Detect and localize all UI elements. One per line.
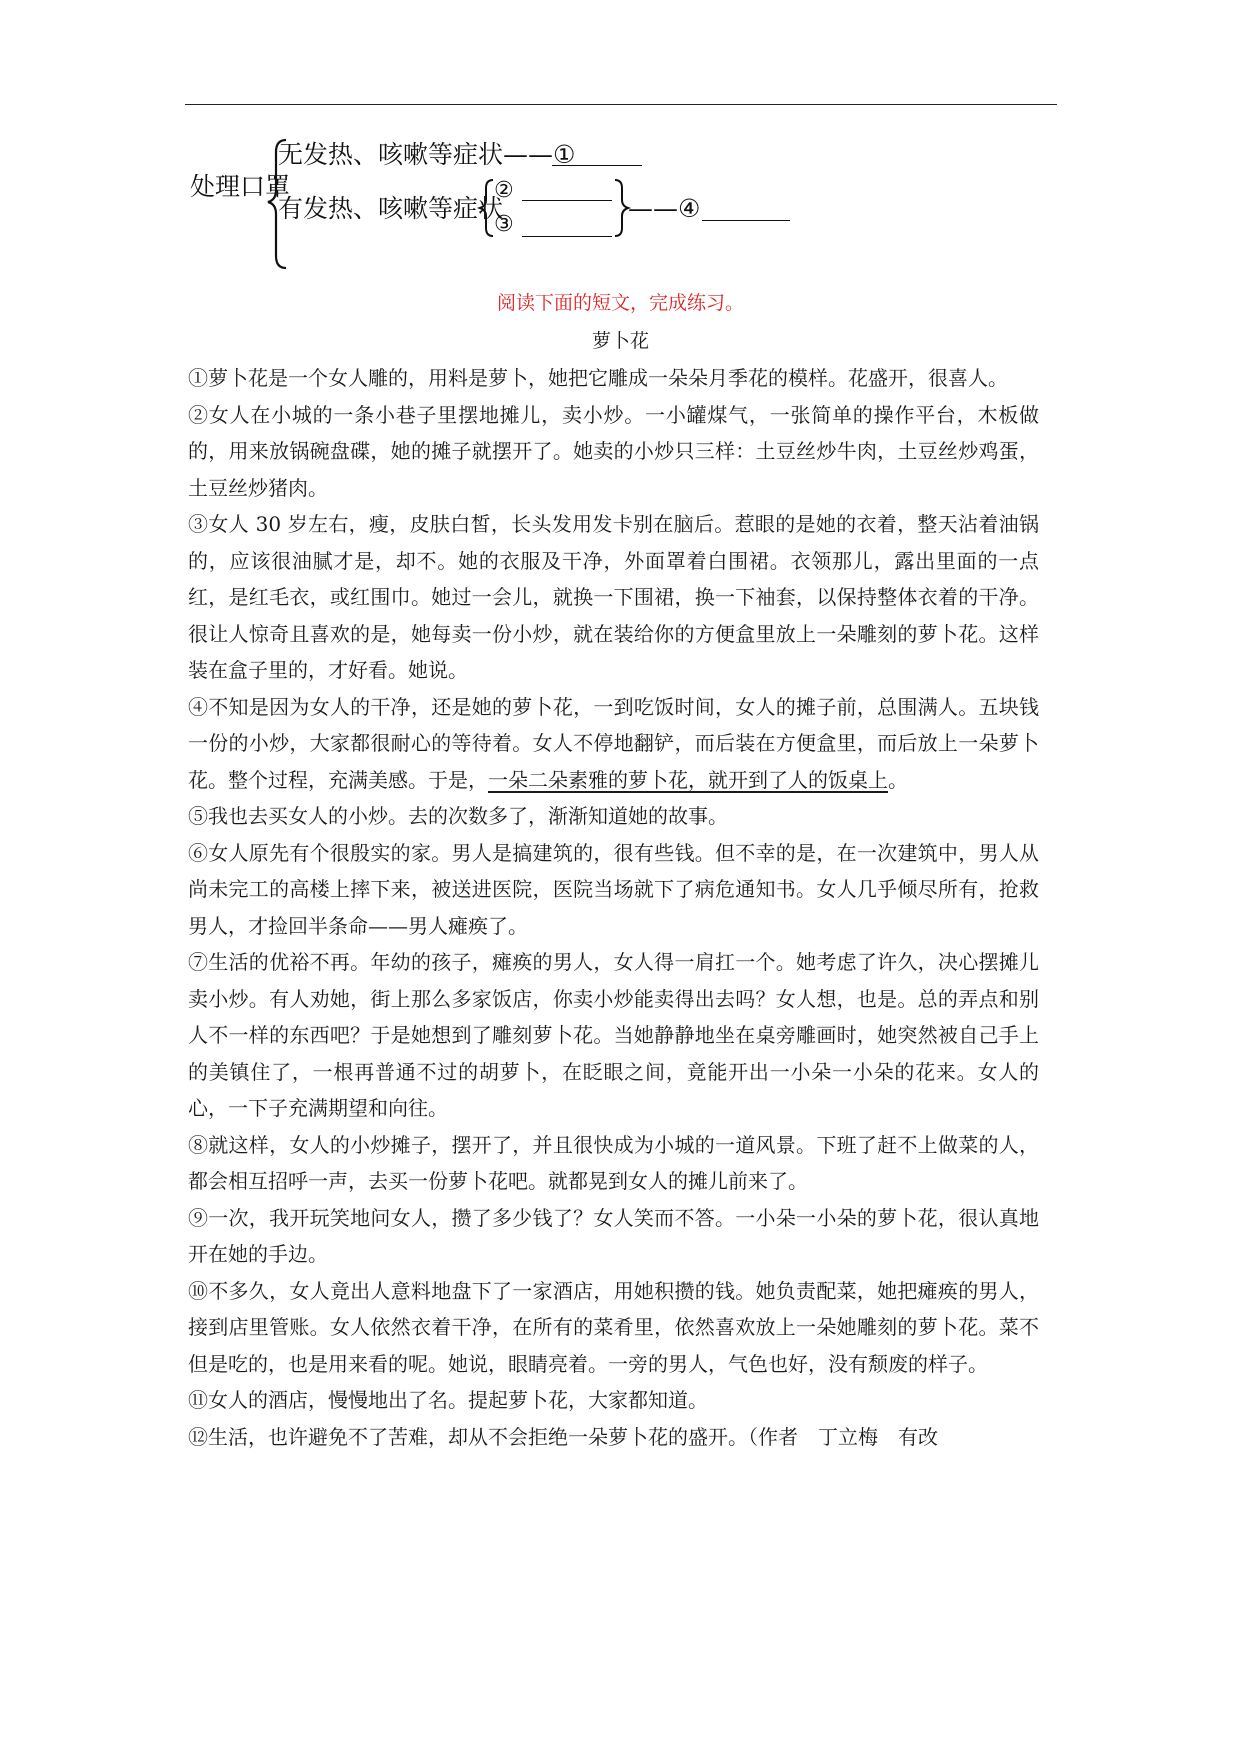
marker-2: ② <box>494 178 514 203</box>
paragraph-4 <box>188 689 1039 799</box>
underlined-sentence: 一朵二朵素雅的萝卜花，就开到了人的饭桌上 <box>488 767 888 792</box>
paragraph-4-end: 。 <box>888 767 908 792</box>
small-right-brace <box>615 180 628 236</box>
paragraph-2: ②女人在小城的一条小巷子里摆地摊儿，卖小炒。一小罐煤气，一张简单的操作平台，木板做的，用来放锅碗盘碟，她的摊子就摆开了。她卖的小炒只三样：土豆丝炒牛肉，土豆丝炒鸡蛋，土豆丝炒猪肉。 <box>188 402 1039 500</box>
paragraph-6: ⑥女人原先有个很殷实的家。男人是搞建筑的，很有些钱。但不幸的是，在一次建筑中，男人从尚未完工的高楼上摔下来，被送进医院，医院当场就下了病危通知书。女人几乎倾尽所有，抢救男人，才捡回半条命——男人瘫痪了。 <box>188 840 1039 938</box>
branch-fever-label: 有发热、咳嗽等症状 <box>278 194 504 223</box>
paragraph-12: ⑫生活，也许避免不了苦难，却从不会拒绝一朵萝卜花的盛开。（作者 丁立梅 有改 <box>188 1424 938 1449</box>
mask-handling-diagram <box>190 140 890 280</box>
reading-instruction: 阅读下面的短文，完成练习。 <box>496 292 744 314</box>
paragraph-5: ⑤我也去买女人的小炒。去的次数多了，渐渐知道她的故事。 <box>188 804 728 828</box>
paragraph-3: ③女人 30 岁左右，瘦，皮肤白皙，长头发用发卡别在脑后。惹眼的是她的衣着，整天沾着油锅的，应该很油腻才是，却不。她的衣服及干净，外面罩着白围裙。衣领那儿，露出里面的一点红，是红毛衣，或红围巾。她过一会儿，就换一下围裙，换一下袖套，以保持整体衣着的干净。很让人惊奇且喜欢的是，她每卖一份小炒，就在装给你的方便盒里放上一朵雕刻的萝卜花。这样装在盒子里的，才好看。她说。 <box>188 512 1039 682</box>
diagram-root-label: 处理口罩 <box>190 172 291 201</box>
paragraph-8: ⑧就这样，女人的小炒摊子，摆开了，并且很快成为小城的一道风景。下班了赶不上做菜的人，都会相互招呼一声，去买一份萝卜花吧。就都晃到女人的摊儿前来了。 <box>188 1132 1039 1193</box>
paragraph-1: ①萝卜花是一个女人雕的，用料是萝卜，她把它雕成一朵朵月季花的模样。花盛开，很喜人。 <box>188 366 1008 390</box>
article-body <box>188 360 1039 1455</box>
blank-4 <box>702 220 790 221</box>
marker-3: ③ <box>494 212 514 237</box>
paragraph-7: ⑦生活的优裕不再。年幼的孩子，瘫痪的男人，女人得一肩扛一个。她考虑了许久，决心摆摊儿卖小炒。有人劝她，街上那么多家饭店，你卖小炒能卖得出去吗？女人想，也是。总的弄点和别人不一样的东西吧？于是她想到了雕刻萝卜花。当她静静地坐在桌旁雕画时，她突然被自己手上的美镇住了，一根再普通不过的胡萝卜，在眨眼之间，竟能开出一小朵一小朵的花来。女人的心，一下子充满期望和向往。 <box>188 950 1039 1120</box>
paragraph-10: ⑩不多久，女人竟出人意料地盘下了一家酒店，用她积攒的钱。她负责配菜，她把瘫痪的男人，接到店里管账。女人依然衣着干净，在所有的菜肴里，依然喜欢放上一朵她雕刻的萝卜花。菜不但是吃的，也是用来看的呢。她说，眼睛亮着。一旁的男人，气色也好，没有颓废的样子。 <box>188 1278 1039 1376</box>
blank-3 <box>522 236 612 237</box>
header-rule <box>185 104 1057 105</box>
blank-2 <box>522 200 612 201</box>
article-title: 萝卜花 <box>591 330 649 352</box>
blank-1 <box>552 165 642 166</box>
connector-4-label: ——④ <box>628 194 701 223</box>
paragraph-4-text: ④不知是因为女人的干净，还是她的萝卜花，一到吃饭时间，女人的摊子前，总围满人。五块钱一份的小炒，大家都很耐心的等待着。女人不停地翻铲，而后装在方便盒里，而后放上一朵萝卜花。整个过程，充满美感。于是， <box>188 694 1039 792</box>
paragraph-9: ⑨一次，我开玩笑地问女人，攒了多少钱了？女人笑而不答。一小朵一小朵的萝卜花，很认真地开在她的手边。 <box>188 1205 1039 1266</box>
paragraph-11: ⑪女人的酒店，慢慢地出了名。提起萝卜花，大家都知道。 <box>188 1388 708 1412</box>
branch-no-fever-label: 无发热、咳嗽等症状——① <box>278 140 576 169</box>
